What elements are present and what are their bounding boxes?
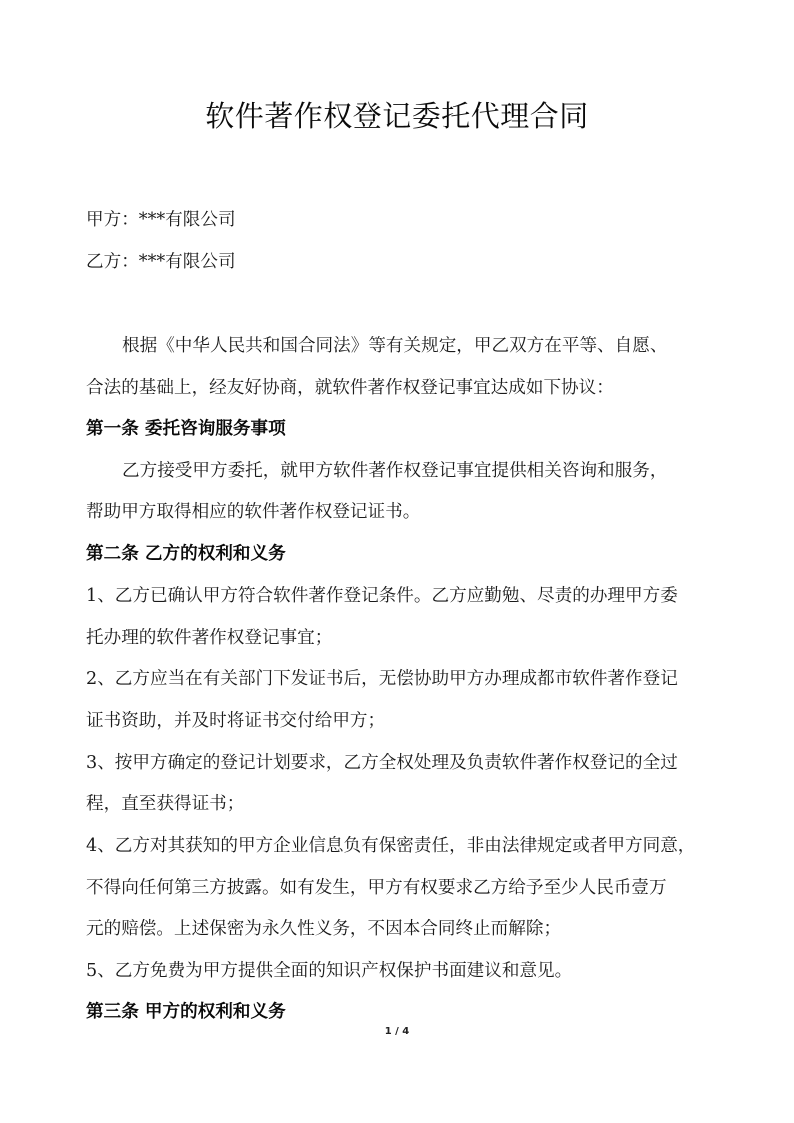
page-number: 1 / 4: [384, 1026, 410, 1037]
party-b: 乙方：***有限公司: [86, 252, 236, 272]
article-2-line-2: 托办理的软件著作权登记事宜；: [86, 628, 333, 648]
article-1-line-2: 帮助甲方取得相应的软件著作权登记证书。: [86, 502, 421, 522]
article-2-line-6: 程，直至获得证书；: [86, 794, 245, 814]
article-2-line-1: 1、乙方已确认甲方符合软件著作登记条件。乙方应勤勉、尽责的办理甲方委: [86, 586, 678, 606]
document-title: 软件著作权登记委托代理合同: [205, 99, 589, 133]
article-3-heading: 第三条 甲方的权利和义务: [86, 1001, 286, 1022]
article-2-line-5: 3、按甲方确定的登记计划要求，乙方全权处理及负责软件著作权登记的全过: [86, 753, 678, 773]
article-2-heading: 第二条 乙方的权利和义务: [86, 543, 286, 564]
article-2-line-8: 不得向任何第三方披露。如有发生，甲方有权要求乙方给予至少人民币壹万: [86, 878, 667, 898]
article-2-line-9: 元的赔偿。上述保密为永久性义务，不因本合同终止而解除；: [86, 919, 562, 939]
article-2-line-10: 5、乙方免费为甲方提供全面的知识产权保护书面建议和意见。: [86, 961, 573, 981]
article-2-line-3: 2、乙方应当在有关部门下发证书后，无偿协助甲方办理成都市软件著作登记: [86, 669, 678, 689]
party-a: 甲方：***有限公司: [86, 210, 236, 230]
preamble-line-1: 根据《中华人民共和国合同法》等有关规定，甲乙双方在平等、自愿、: [122, 336, 668, 356]
article-2-line-4: 证书资助，并及时将证书交付给甲方；: [86, 711, 386, 731]
article-2-line-7: 4、乙方对其获知的甲方企业信息负有保密责任，非由法律规定或者甲方同意，: [86, 836, 696, 856]
article-1-heading: 第一条 委托咨询服务事项: [86, 418, 286, 439]
article-1-line-1: 乙方接受甲方委托，就甲方软件著作权登记事宜提供相关咨询和服务，: [122, 461, 668, 481]
preamble-line-2: 合法的基础上，经友好协商，就软件著作权登记事宜达成如下协议：: [86, 378, 614, 398]
